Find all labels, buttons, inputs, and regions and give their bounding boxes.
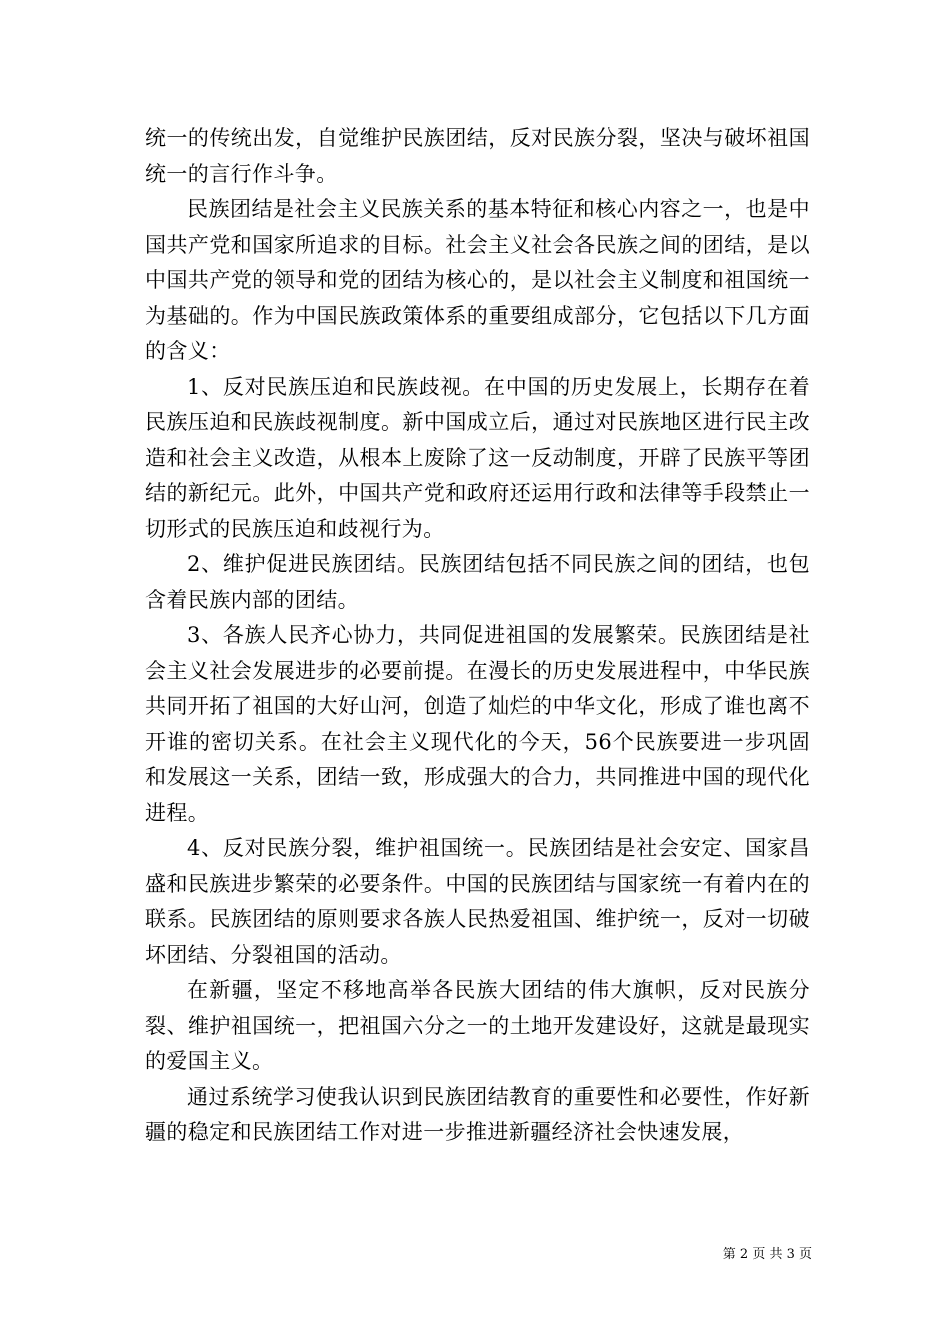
paragraph-xinjiang: 在新疆，坚定不移地高举各民族大团结的伟大旗帜，反对民族分裂、维护祖国统一，把祖国六分之一的土地开发建设好，这就是最现实的爱国主义。 [145,978,810,1073]
paragraph-point-1: 1、反对民族压迫和民族歧视。在中国的历史发展上，长期存在着民族压迫和民族歧视制度。新中国成立后，通过对民族地区进行民主改造和社会主义改造，从根本上废除了这一反动制度，开辟了民族平等团结的新纪元。此外，中国共产党和政府还运用行政和法律等手段禁止一切形式的民族压迫和歧视行为。 [145,374,810,541]
page-number-footer: 第 2 页 共 3 页 [722,1247,812,1262]
paragraph-point-4: 4、反对民族分裂，维护祖国统一。民族团结是社会安定、国家昌盛和民族进步繁荣的必要条件。中国的民族团结与国家统一有着内在的联系。民族团结的原则要求各族人民热爱祖国、维护统一，反对一切破坏团结、分裂祖国的活动。 [145,836,810,967]
paragraph-continuation: 统一的传统出发，自觉维护民族团结，反对民族分裂，坚决与破坏祖国统一的言行作斗争。 [145,126,810,186]
document-body [145,121,810,1151]
paragraph-intro: 民族团结是社会主义民族关系的基本特征和核心内容之一，也是中国共产党和国家所追求的目标。社会主义社会各民族之间的团结，是以中国共产党的领导和党的团结为核心的，是以社会主义制度和祖国统一为基础的。作为中国民族政策体系的重要组成部分，它包括以下几方面的含义： [145,197,810,363]
paragraph-conclusion: 通过系统学习使我认识到民族团结教育的重要性和必要性，作好新疆的稳定和民族团结工作对进一步推进新疆经济社会快速发展， [145,1084,810,1144]
paragraph-point-2: 2、维护促进民族团结。民族团结包括不同民族之间的团结，也包含着民族内部的团结。 [145,552,810,612]
paragraph-point-3: 3、各族人民齐心协力，共同促进祖国的发展繁荣。民族团结是社会主义社会发展进步的必要前提。在漫长的历史发展进程中，中华民族共同开拓了祖国的大好山河，创造了灿烂的中华文化，形成了谁也离不开谁的密切关系。在社会主义现代化的今天，56个民族要进一步巩固和发展这一关系，团结一致，形成强大的合力，共同推进中国的现代化进程。 [145,623,810,825]
